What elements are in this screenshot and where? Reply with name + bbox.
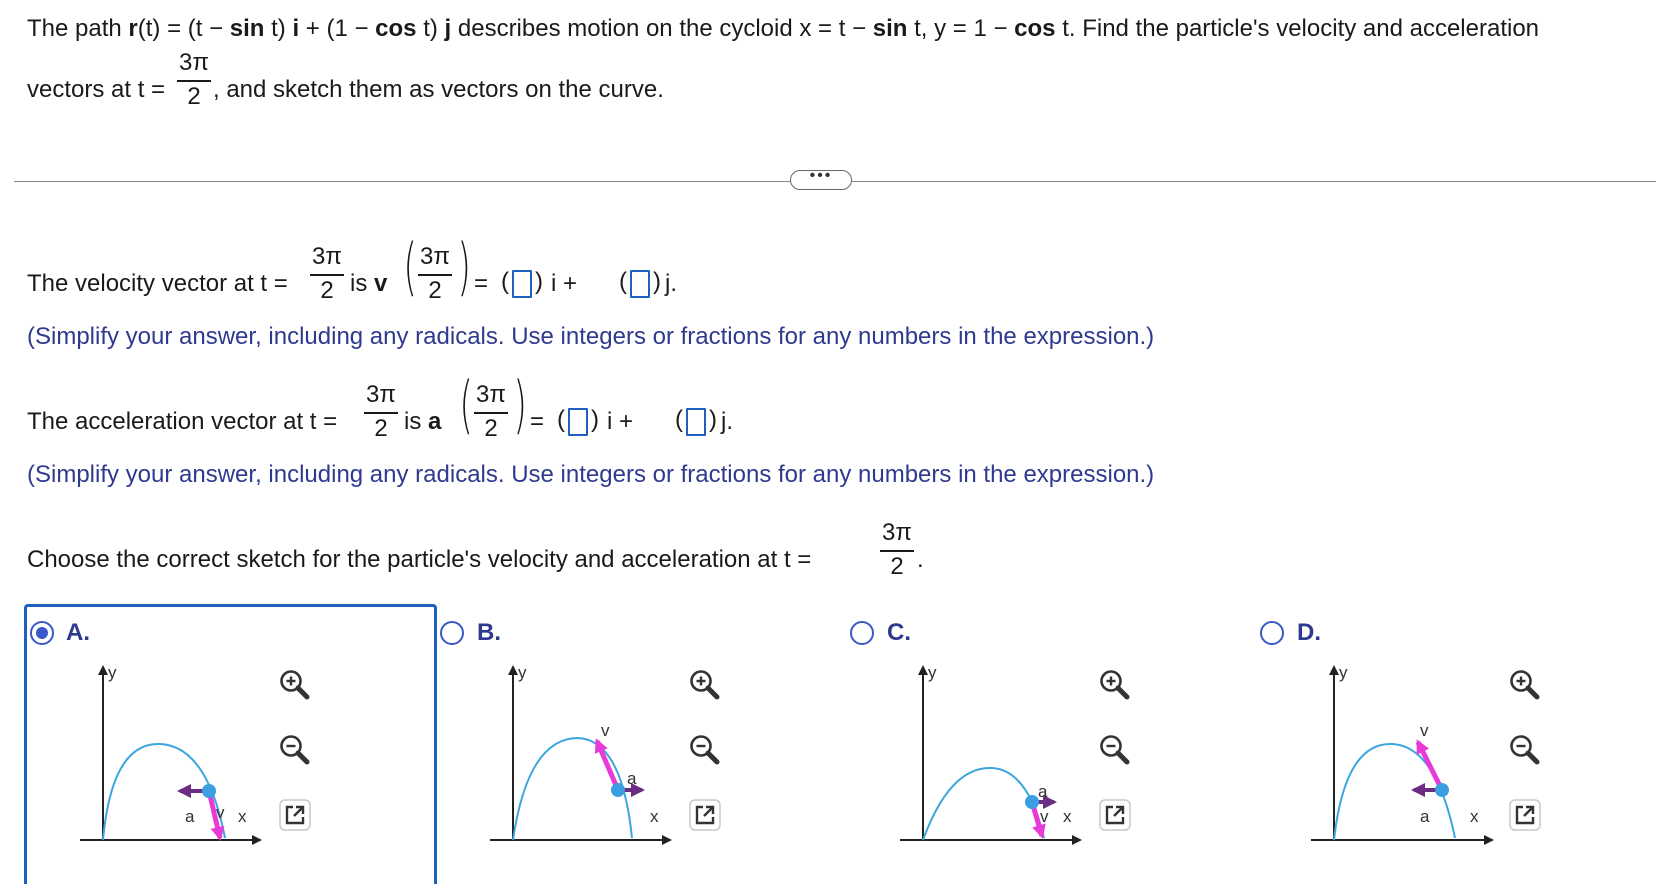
velocity-vector (1418, 742, 1442, 790)
a-label: a (1038, 782, 1048, 801)
zoom-out-icon[interactable] (1096, 731, 1134, 769)
paren-open: ( (675, 406, 683, 433)
x-label: x (1063, 807, 1072, 826)
zoom-in-icon[interactable] (1506, 666, 1544, 704)
point-marker (611, 783, 625, 797)
more-button[interactable]: ••• (790, 170, 852, 190)
v-label: v (216, 803, 225, 822)
velocity-symbol: v (374, 270, 388, 297)
a-label: a (627, 769, 637, 788)
y-label: y (108, 663, 117, 682)
acceleration-is-text: is (404, 408, 428, 435)
acceleration-j-label: j. (721, 408, 733, 435)
right-paren: ) (513, 368, 527, 441)
fraction-numerator: 3π (420, 243, 450, 270)
v-label: v (601, 721, 610, 740)
fraction-denominator: 2 (187, 83, 201, 110)
fraction-denominator: 2 (374, 415, 388, 442)
acceleration-symbol: a (428, 408, 442, 435)
option-c-label: C. (887, 619, 911, 646)
x-label: x (650, 807, 659, 826)
question-text: t) (416, 15, 445, 42)
choose-prompt: Choose the correct sketch for the particle's velocity and acceleration at t = (27, 546, 812, 573)
y-label: y (928, 663, 937, 682)
paren-open: ( (501, 268, 509, 295)
zoom-out-icon[interactable] (1506, 731, 1544, 769)
paren-close: ) (591, 406, 599, 433)
fraction-denominator: 2 (428, 277, 442, 304)
v-label: v (1040, 807, 1049, 826)
paren-close: ) (653, 268, 661, 295)
v-label: v (1420, 721, 1429, 740)
acceleration-hint: (Simplify your answer, including any radicals. Use integers or fractions for any numbers in the expression.) (27, 461, 1155, 488)
question-line-2-lead: vectors at t = (27, 76, 166, 103)
question-text: t. Find the particle's velocity and acceleration (1055, 15, 1540, 42)
expand-icon[interactable] (1506, 796, 1544, 834)
zoom-in-icon[interactable] (1096, 666, 1134, 704)
question-text: j (444, 15, 452, 42)
question-text: describes motion on the cycloid x = t − (451, 15, 873, 42)
left-paren: ( (459, 368, 473, 441)
zoom-in-icon[interactable] (276, 666, 314, 704)
zoom-in-icon[interactable] (686, 666, 724, 704)
a-label: a (185, 807, 195, 826)
paren-open: ( (619, 268, 627, 295)
acceleration-lead: The acceleration vector at t = (27, 408, 338, 435)
paren-open: ( (557, 406, 565, 433)
velocity-is-text: is (350, 270, 374, 297)
paren-close: ) (535, 268, 543, 295)
question-text: sin (229, 15, 265, 42)
equals-sign: = (530, 408, 545, 435)
fraction-denominator: 2 (890, 553, 904, 580)
question-text: + (1 − (299, 15, 376, 42)
x-label: x (238, 807, 247, 826)
graph-option-c (900, 663, 1080, 840)
paren-close: ) (709, 406, 717, 433)
question-text: t) (264, 15, 293, 42)
question-text: sin (872, 15, 908, 42)
option-b-label: B. (477, 619, 501, 646)
fraction-numerator: 3π (366, 381, 396, 408)
point-marker (1435, 783, 1449, 797)
question-text: cos (375, 15, 417, 42)
question-text: cos (1014, 15, 1056, 42)
acceleration-i-label: i + (607, 408, 634, 435)
y-label: y (518, 663, 527, 682)
expand-icon[interactable] (276, 796, 314, 834)
graph-option-b (490, 663, 670, 840)
left-paren: ( (403, 230, 417, 303)
fraction-numerator: 3π (882, 519, 912, 546)
zoom-out-icon[interactable] (276, 731, 314, 769)
right-paren: ) (457, 230, 471, 303)
graph-option-a (80, 663, 260, 840)
fraction-numerator: 3π (476, 381, 506, 408)
point-marker (202, 784, 216, 798)
option-d-label: D. (1297, 619, 1321, 646)
fraction-numerator: 3π (312, 243, 342, 270)
velocity-i-label: i + (551, 270, 578, 297)
velocity-j-label: j. (665, 270, 677, 297)
choose-period: . (917, 546, 924, 573)
zoom-out-icon[interactable] (686, 731, 724, 769)
question-text: i (292, 15, 300, 42)
y-label: y (1339, 663, 1348, 682)
velocity-hint: (Simplify your answer, including any radicals. Use integers or fractions for any numbers in the expression.) (27, 323, 1155, 350)
fraction-denominator: 2 (320, 277, 334, 304)
expand-icon[interactable] (686, 796, 724, 834)
fraction-numerator: 3π (179, 49, 209, 76)
graph-option-d (1311, 663, 1492, 840)
a-label: a (1420, 807, 1430, 826)
point-marker (1025, 795, 1039, 809)
fraction-denominator: 2 (484, 415, 498, 442)
option-a-label: A. (66, 619, 90, 646)
question-text: r (128, 15, 138, 42)
question-text: The path (27, 15, 129, 42)
question-line-2-tail: , and sketch them as vectors on the curve. (213, 76, 664, 103)
x-label: x (1470, 807, 1479, 826)
expand-icon[interactable] (1096, 796, 1134, 834)
question-text: t, y = 1 − (907, 15, 1015, 42)
velocity-lead: The velocity vector at t = (27, 270, 288, 297)
equals-sign: = (474, 270, 489, 297)
question-text: (t) = (t − (137, 15, 230, 42)
